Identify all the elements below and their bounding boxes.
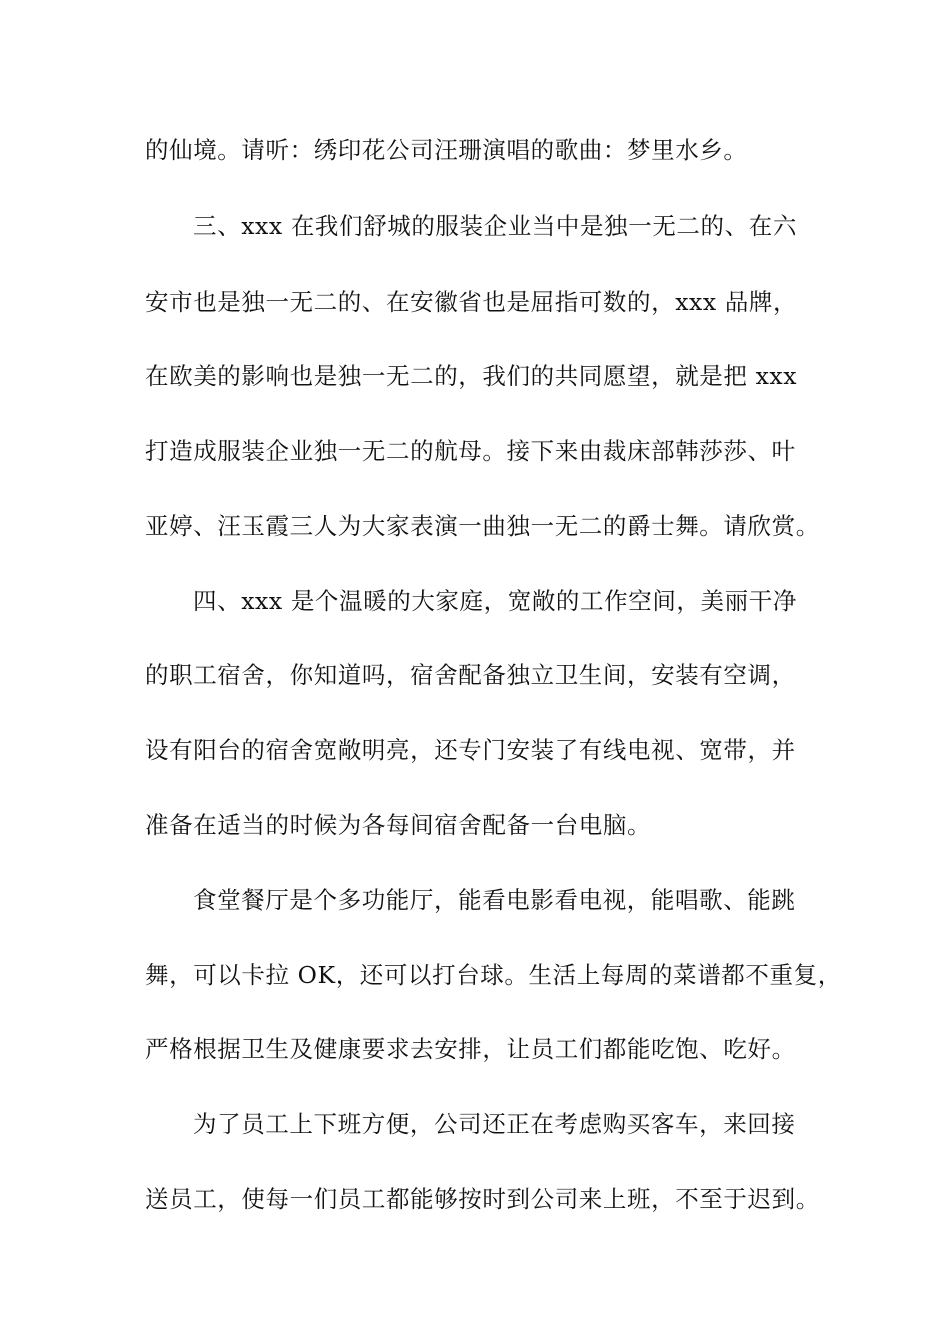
text-line: 的仙境。请听：绣印花公司汪珊演唱的歌曲：梦里水乡。 bbox=[145, 136, 748, 164]
text-line: 设有阳台的宿舍宽敞明亮，还专门安装了有线电视、宽带，并 bbox=[145, 736, 796, 764]
text-line: 在欧美的影响也是独一无二的，我们的共同愿望，就是把 xxx bbox=[145, 362, 798, 390]
text-line: 送员工，使每一们员工都能够按时到公司来上班，不至于迟到。 bbox=[145, 1185, 820, 1213]
text-line: 亚婷、汪玉霞三人为大家表演一曲独一无二的爵士舞。请欣赏。 bbox=[145, 512, 820, 540]
text-line: 严格根据卫生及健康要求去安排，让员工们都能吃饱、吃好。 bbox=[145, 1035, 796, 1063]
text-line: 食堂餐厅是个多功能厅，能看电影看电视，能唱歌、能跳 bbox=[193, 886, 796, 914]
text-line: 的职工宿舍，你知道吗，宿舍配备独立卫生间，安装有空调， bbox=[145, 661, 796, 689]
text-line: 舞，可以卡拉 OK，还可以打台球。生活上每周的菜谱都不重复， bbox=[145, 961, 842, 989]
text-line: 打造成服装企业独一无二的航母。接下来由裁床部韩莎莎、叶 bbox=[145, 437, 796, 465]
text-line: 安市也是独一无二的、在安徽省也是屈指可数的，xxx 品牌， bbox=[145, 288, 798, 316]
text-line: 四、xxx 是个温暖的大家庭，宽敞的工作空间，美丽干净 bbox=[193, 587, 797, 615]
text-line: 三、xxx 在我们舒城的服装企业当中是独一无二的、在六 bbox=[193, 212, 797, 240]
text-line: 准备在适当的时候为各每间宿舍配备一台电脑。 bbox=[145, 811, 652, 839]
text-line: 为了员工上下班方便，公司还正在考虑购买客车，来回接 bbox=[193, 1110, 796, 1138]
